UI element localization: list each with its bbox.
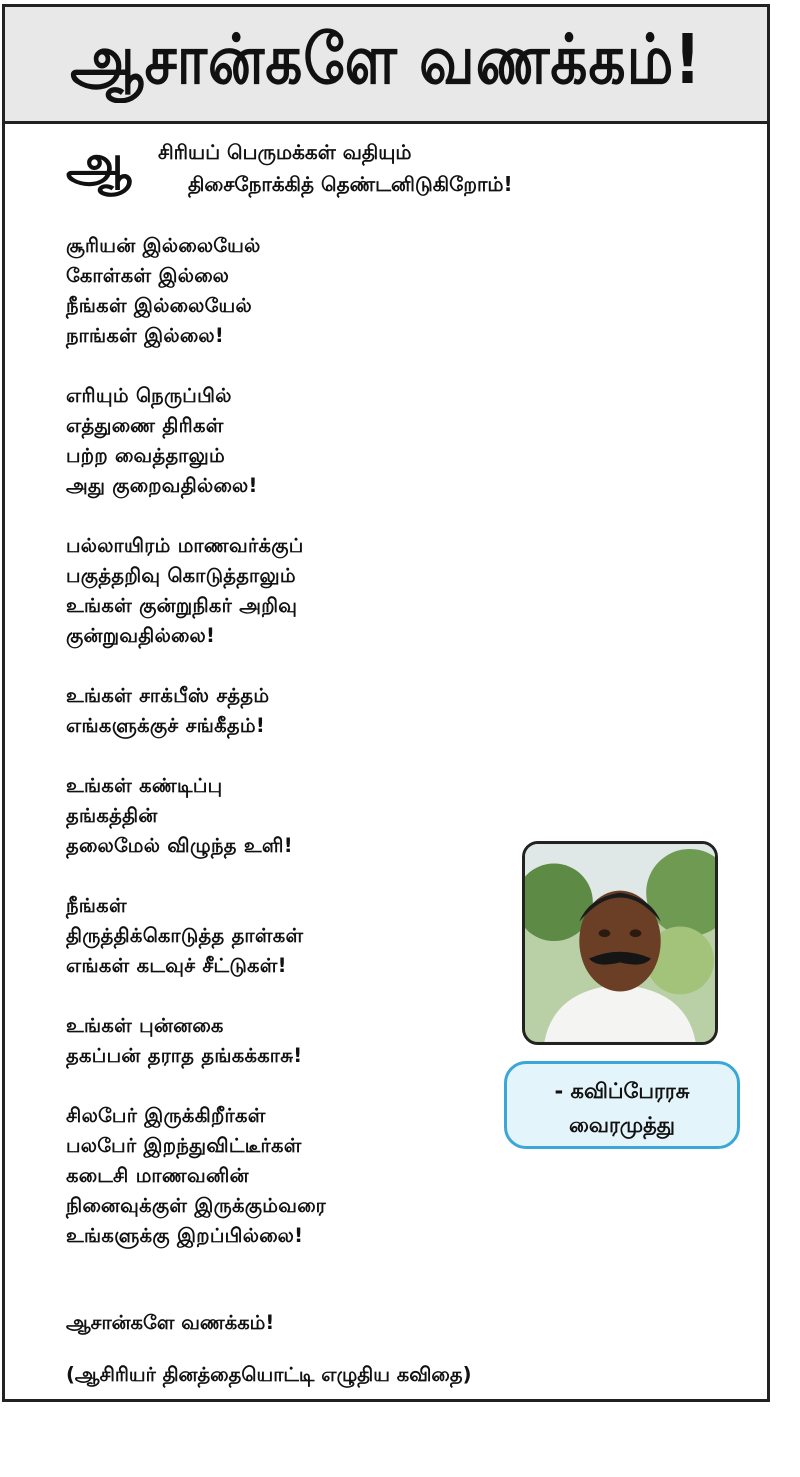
poem-line: கடைசி மாணவனின்: [66, 1164, 249, 1187]
poem-line: பல்லாயிரம் மாணவர்க்குப்: [66, 534, 304, 557]
stanza: [66, 1101, 506, 1251]
poem-body: [66, 231, 506, 1281]
poem-line: உங்கள் குன்றுநிகர் அறிவு: [66, 594, 298, 617]
closing-line: ஆசான்களே வணக்கம்!: [66, 1311, 275, 1334]
stanza: [66, 681, 506, 741]
poem-line: உங்களுக்கு இறப்பில்லை!: [66, 1224, 304, 1247]
poem-line: எங்களுக்குச் சங்கீதம்!: [66, 714, 266, 737]
author-title: - கவிப்பேரரசு: [554, 1079, 690, 1103]
author-name: வைரமுத்து: [568, 1113, 676, 1137]
page-title: ஆசான்களே வணக்கம்!: [70, 19, 702, 100]
intro-line-1: சிரியப் பெருமக்கள் வதியும்: [158, 140, 412, 164]
poem-line: எங்கள் கடவுச் சீட்டுகள்!: [66, 954, 287, 977]
poem-line: கோள்கள் இல்லை: [66, 264, 230, 287]
poem-line: சிலபேர் இருக்கிறீர்கள்: [66, 1104, 266, 1127]
poem-line: உங்கள் சாக்பீஸ் சத்தம்: [66, 684, 270, 707]
author-caption: [504, 1061, 740, 1149]
poem-line: எத்துணை திரிகள்: [66, 414, 224, 437]
drop-cap: ஆ: [66, 134, 132, 194]
stanza: [66, 231, 506, 351]
stanza: [66, 381, 506, 501]
poem-line: திருத்திக்கொடுத்த தாள்கள்: [66, 924, 304, 947]
title-banner: [5, 7, 767, 124]
poem-line: நீங்கள் இல்லையேல்: [66, 294, 252, 317]
poem-line: உங்கள் புன்னகை: [66, 1014, 224, 1037]
poem-line: நீங்கள்: [66, 894, 127, 917]
poem-line: பற்ற வைத்தாலும்: [66, 444, 226, 467]
poem-line: தகப்பன் தராத தங்கக்காசு!: [66, 1044, 303, 1067]
poem-line: சூரியன் இல்லையேல்: [66, 234, 261, 257]
article-frame: [2, 4, 770, 1402]
intro-line-2: திசைநோக்கித் தெண்டனிடுகிறோம்!: [188, 172, 513, 196]
footnote: (ஆசிரியர் தினத்தையொட்டி எழுதிய கவிதை): [66, 1363, 472, 1386]
poem-line: நாங்கள் இல்லை!: [66, 324, 225, 347]
stanza: [66, 771, 506, 861]
poem-line: குன்றுவதில்லை!: [66, 624, 216, 647]
poem-line: பலபேர் இறந்துவிட்டீர்கள்: [66, 1134, 302, 1157]
intro-block: [66, 128, 746, 208]
poem-line: உங்கள் கண்டிப்பு: [66, 774, 223, 797]
poem-line: அது குறைவதில்லை!: [66, 474, 258, 497]
poem-line: தங்கத்தின்: [66, 804, 158, 827]
stanza: [66, 1011, 506, 1071]
poem-line: நினைவுக்குள் இருக்கும்வரை: [66, 1194, 327, 1217]
portrait-image: [525, 844, 715, 1042]
stanza: [66, 891, 506, 981]
stanza: [66, 531, 506, 651]
poem-line: தலைமேல் விழுந்த உளி!: [66, 834, 293, 857]
poem-line: எரியும் நெருப்பில்: [66, 384, 232, 407]
poet-photo: [522, 841, 718, 1045]
poem-line: பகுத்தறிவு கொடுத்தாலும்: [66, 564, 296, 587]
